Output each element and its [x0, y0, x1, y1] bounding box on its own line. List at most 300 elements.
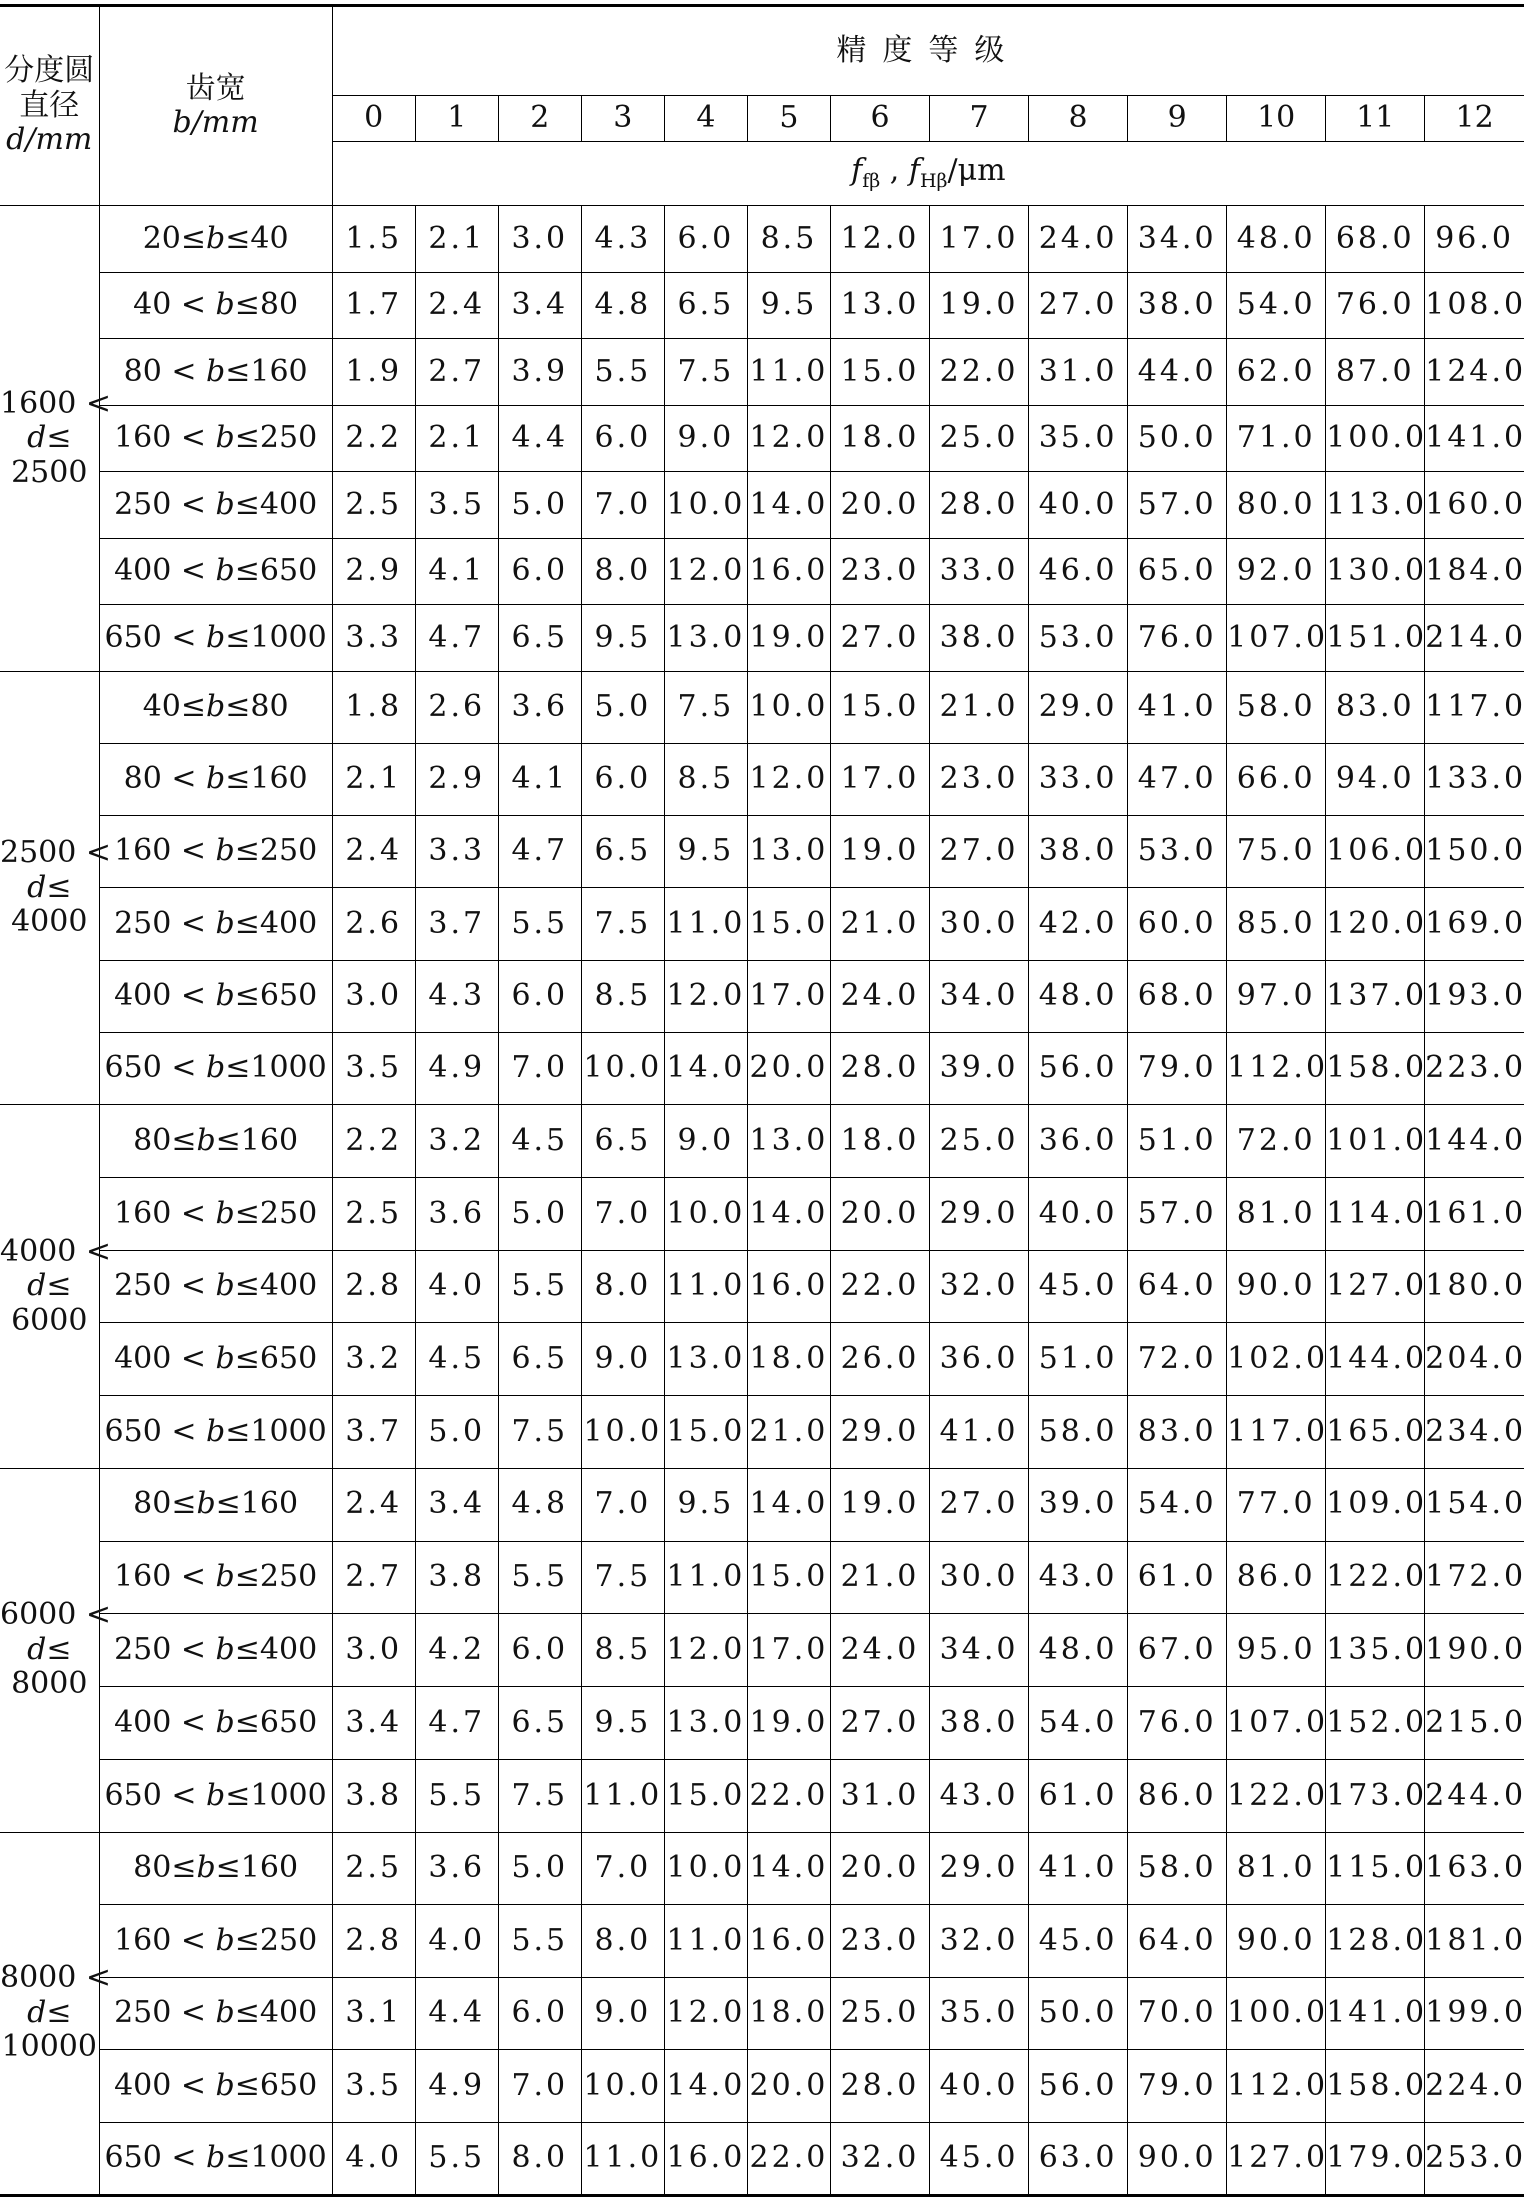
- header-grade-8: 8: [1029, 96, 1128, 142]
- tolerance-value-cell: 53.0: [1029, 605, 1128, 672]
- tolerance-value-cell: 8.5: [581, 1614, 664, 1687]
- header-grade-5: 5: [747, 96, 830, 142]
- table-row: [0, 1032, 1524, 1104]
- tolerance-value-cell: 3.8: [415, 1541, 498, 1614]
- tolerance-value-cell: 4.2: [415, 1614, 498, 1687]
- tolerance-value-cell: 2.6: [415, 671, 498, 743]
- tolerance-value-cell: 39.0: [1029, 1468, 1128, 1541]
- tolerance-value-cell: 21.0: [830, 888, 929, 960]
- tolerance-value-cell: 2.7: [332, 1541, 415, 1614]
- header-row-grade-title: [0, 6, 1524, 96]
- tolerance-value-cell: 7.0: [498, 1032, 581, 1104]
- face-width-range-cell: 650 < b≤1000: [99, 1396, 332, 1469]
- tolerance-value-cell: 13.0: [664, 605, 747, 672]
- tolerance-value-cell: 150.0: [1425, 816, 1524, 888]
- tolerance-value-cell: 22.0: [747, 1759, 830, 1832]
- face-width-range-cell: 250 < b≤400: [99, 1250, 332, 1323]
- tolerance-value-cell: 107.0: [1227, 605, 1326, 672]
- tolerance-value-cell: 30.0: [930, 888, 1029, 960]
- tolerance-value-cell: 25.0: [930, 405, 1029, 472]
- tolerance-value-cell: 2.1: [332, 743, 415, 815]
- tolerance-value-cell: 7.5: [581, 888, 664, 960]
- tolerance-value-cell: 27.0: [830, 1687, 929, 1760]
- table-row: [0, 743, 1524, 815]
- tolerance-value-cell: 14.0: [747, 1177, 830, 1250]
- tolerance-value-cell: 4.5: [498, 1105, 581, 1178]
- face-width-range-cell: 160 < b≤250: [99, 816, 332, 888]
- tolerance-value-cell: 20.0: [747, 1032, 830, 1104]
- diameter-range-line: 6000 <: [0, 1597, 112, 1633]
- tolerance-value-cell: 9.5: [581, 605, 664, 672]
- tolerance-value-cell: 3.3: [332, 605, 415, 672]
- tolerance-value-cell: 130.0: [1326, 538, 1425, 605]
- tolerance-value-cell: 7.5: [581, 1541, 664, 1614]
- tolerance-value-cell: 7.0: [581, 1177, 664, 1250]
- tolerance-value-cell: 6.5: [664, 272, 747, 339]
- tolerance-value-cell: 141.0: [1326, 1977, 1425, 2050]
- tolerance-value-cell: 25.0: [830, 1977, 929, 2050]
- tolerance-value-cell: 180.0: [1425, 1250, 1524, 1323]
- tolerance-value-cell: 72.0: [1227, 1105, 1326, 1178]
- tolerance-value-cell: 102.0: [1227, 1323, 1326, 1396]
- tolerance-value-cell: 17.0: [930, 206, 1029, 273]
- tolerance-value-cell: 19.0: [747, 605, 830, 672]
- tolerance-value-cell: 16.0: [747, 1905, 830, 1978]
- face-width-range-cell: 40≤b≤80: [99, 671, 332, 743]
- tolerance-value-cell: 53.0: [1128, 816, 1227, 888]
- tolerance-value-cell: 43.0: [1029, 1541, 1128, 1614]
- tolerance-value-cell: 4.9: [415, 1032, 498, 1104]
- tolerance-value-cell: 8.0: [581, 1250, 664, 1323]
- tolerance-value-cell: 72.0: [1128, 1323, 1227, 1396]
- tolerance-value-cell: 58.0: [1029, 1396, 1128, 1469]
- face-width-range-cell: 400 < b≤650: [99, 1323, 332, 1396]
- tolerance-value-cell: 6.0: [498, 1614, 581, 1687]
- tolerance-value-cell: 90.0: [1227, 1250, 1326, 1323]
- face-width-range-cell: 400 < b≤650: [99, 960, 332, 1032]
- tolerance-value-cell: 56.0: [1029, 1032, 1128, 1104]
- tolerance-value-cell: 4.8: [498, 1468, 581, 1541]
- tolerance-value-cell: 28.0: [830, 1032, 929, 1104]
- tolerance-value-cell: 27.0: [930, 1468, 1029, 1541]
- table-row: [0, 1323, 1524, 1396]
- table-row: [0, 1832, 1524, 1905]
- tolerance-value-cell: 42.0: [1029, 888, 1128, 960]
- tolerance-value-cell: 32.0: [930, 1250, 1029, 1323]
- tolerance-value-cell: 54.0: [1227, 272, 1326, 339]
- tolerance-value-cell: 234.0: [1425, 1396, 1524, 1469]
- table-row: [0, 1977, 1524, 2050]
- tolerance-value-cell: 51.0: [1029, 1323, 1128, 1396]
- tolerance-value-cell: 26.0: [830, 1323, 929, 1396]
- tolerance-value-cell: 33.0: [1029, 743, 1128, 815]
- tolerance-value-cell: 65.0: [1128, 538, 1227, 605]
- tolerance-value-cell: 30.0: [930, 1541, 1029, 1614]
- tolerance-value-cell: 38.0: [930, 1687, 1029, 1760]
- tolerance-value-cell: 2.5: [332, 1832, 415, 1905]
- tolerance-value-cell: 20.0: [830, 472, 929, 539]
- tolerance-value-cell: 179.0: [1326, 2123, 1425, 2196]
- tolerance-value-cell: 56.0: [1029, 2050, 1128, 2123]
- tolerance-value-cell: 25.0: [930, 1105, 1029, 1178]
- tolerance-value-cell: 15.0: [830, 339, 929, 406]
- tolerance-value-cell: 4.4: [415, 1977, 498, 2050]
- tolerance-value-cell: 144.0: [1326, 1323, 1425, 1396]
- tolerance-value-cell: 8.0: [498, 2123, 581, 2196]
- tolerance-value-cell: 12.0: [830, 206, 929, 273]
- tolerance-value-cell: 8.5: [664, 743, 747, 815]
- tolerance-value-cell: 32.0: [830, 2123, 929, 2196]
- tolerance-value-cell: 2.8: [332, 1905, 415, 1978]
- tolerance-value-cell: 22.0: [830, 1250, 929, 1323]
- tolerance-value-cell: 3.4: [415, 1468, 498, 1541]
- tolerance-value-cell: 172.0: [1425, 1541, 1524, 1614]
- tolerance-value-cell: 95.0: [1227, 1614, 1326, 1687]
- table-row: [0, 605, 1524, 672]
- header-accuracy-grade: 精度等级: [332, 6, 1524, 96]
- face-width-range-cell: 650 < b≤1000: [99, 2123, 332, 2196]
- tolerance-value-cell: 35.0: [1029, 405, 1128, 472]
- tolerance-value-cell: 3.5: [415, 472, 498, 539]
- tolerance-value-cell: 120.0: [1326, 888, 1425, 960]
- tolerance-value-cell: 17.0: [747, 1614, 830, 1687]
- face-width-range-cell: 80 < b≤160: [99, 339, 332, 406]
- header-diameter-line1: 分度圆: [4, 53, 95, 89]
- tolerance-value-cell: 9.5: [581, 1687, 664, 1760]
- tolerance-value-cell: 2.9: [332, 538, 415, 605]
- tolerance-value-cell: 7.5: [498, 1759, 581, 1832]
- diameter-range-cell: [0, 1105, 112, 1468]
- tolerance-value-cell: 4.9: [415, 2050, 498, 2123]
- tolerance-value-cell: 57.0: [1128, 1177, 1227, 1250]
- face-width-range-cell: 250 < b≤400: [99, 472, 332, 539]
- tolerance-value-cell: 11.0: [747, 339, 830, 406]
- header-width: [99, 6, 332, 206]
- face-width-range-cell: 650 < b≤1000: [99, 605, 332, 672]
- tolerance-value-cell: 5.0: [498, 1832, 581, 1905]
- tolerance-value-cell: 14.0: [664, 1032, 747, 1104]
- tolerance-value-cell: 151.0: [1326, 605, 1425, 672]
- tolerance-value-cell: 6.0: [498, 538, 581, 605]
- tolerance-value-cell: 76.0: [1326, 272, 1425, 339]
- header-grade-9: 9: [1128, 96, 1227, 142]
- header-diameter-unit: d/mm: [6, 122, 93, 158]
- tolerance-value-cell: 54.0: [1128, 1468, 1227, 1541]
- tolerance-value-cell: 6.0: [498, 960, 581, 1032]
- tolerance-value-cell: 81.0: [1227, 1177, 1326, 1250]
- face-width-range-cell: 160 < b≤250: [99, 405, 332, 472]
- tolerance-value-cell: 38.0: [930, 605, 1029, 672]
- tolerance-value-cell: 77.0: [1227, 1468, 1326, 1541]
- tolerance-value-cell: 3.4: [332, 1687, 415, 1760]
- table-row: [0, 405, 1524, 472]
- tolerance-value-cell: 133.0: [1425, 743, 1524, 815]
- tolerance-value-cell: 6.5: [498, 1687, 581, 1760]
- tolerance-value-cell: 6.0: [498, 1977, 581, 2050]
- tolerance-value-cell: 4.7: [498, 816, 581, 888]
- tolerance-value-cell: 16.0: [664, 2123, 747, 2196]
- tolerance-value-cell: 23.0: [830, 1905, 929, 1978]
- tolerance-value-cell: 45.0: [1029, 1250, 1128, 1323]
- diameter-range-line: 6000: [11, 1302, 88, 1338]
- diameter-range-line: 10000: [1, 2029, 97, 2065]
- tolerance-value-cell: 33.0: [930, 538, 1029, 605]
- face-width-range-cell: 160 < b≤250: [99, 1177, 332, 1250]
- tolerance-value-cell: 3.2: [332, 1323, 415, 1396]
- tolerance-value-cell: 31.0: [1029, 339, 1128, 406]
- tolerance-value-cell: 137.0: [1326, 960, 1425, 1032]
- tolerance-value-cell: 2.1: [415, 405, 498, 472]
- tolerance-value-cell: 4.7: [415, 605, 498, 672]
- header-width-title: 齿宽: [185, 70, 246, 106]
- tolerance-value-cell: 34.0: [1128, 206, 1227, 273]
- tolerance-value-cell: 92.0: [1227, 538, 1326, 605]
- tolerance-value-cell: 76.0: [1128, 605, 1227, 672]
- tolerance-value-cell: 67.0: [1128, 1614, 1227, 1687]
- tolerance-value-cell: 5.5: [498, 1905, 581, 1978]
- tolerance-value-cell: 3.4: [498, 272, 581, 339]
- header-grade-6: 6: [830, 96, 929, 142]
- tolerance-value-cell: 61.0: [1128, 1541, 1227, 1614]
- diameter-range-line: 4000: [11, 904, 88, 940]
- tolerance-value-cell: 12.0: [664, 1614, 747, 1687]
- tolerance-value-cell: 15.0: [664, 1759, 747, 1832]
- tolerance-value-cell: 11.0: [664, 1250, 747, 1323]
- tolerance-value-cell: 9.0: [581, 1323, 664, 1396]
- tolerance-value-cell: 2.6: [332, 888, 415, 960]
- tolerance-value-cell: 4.0: [415, 1250, 498, 1323]
- tolerance-value-cell: 54.0: [1029, 1687, 1128, 1760]
- header-grade-10: 10: [1227, 96, 1326, 142]
- tolerance-value-cell: 2.2: [332, 405, 415, 472]
- tolerance-value-cell: 115.0: [1326, 1832, 1425, 1905]
- tolerance-value-cell: 11.0: [581, 1759, 664, 1832]
- tolerance-value-cell: 60.0: [1128, 888, 1227, 960]
- tolerance-value-cell: 48.0: [1227, 206, 1326, 273]
- tolerance-value-cell: 7.0: [498, 2050, 581, 2123]
- tolerance-value-cell: 20.0: [830, 1832, 929, 1905]
- tolerance-value-cell: 135.0: [1326, 1614, 1425, 1687]
- tolerance-value-cell: 224.0: [1425, 2050, 1524, 2123]
- tolerance-value-cell: 14.0: [747, 1832, 830, 1905]
- tolerance-value-cell: 23.0: [930, 743, 1029, 815]
- tolerance-value-cell: 1.7: [332, 272, 415, 339]
- tolerance-value-cell: 173.0: [1326, 1759, 1425, 1832]
- tolerance-value-cell: 5.0: [498, 1177, 581, 1250]
- tolerance-value-cell: 9.5: [664, 1468, 747, 1541]
- tolerance-value-cell: 41.0: [1128, 671, 1227, 743]
- tolerance-value-cell: 83.0: [1326, 671, 1425, 743]
- tolerance-value-cell: 141.0: [1425, 405, 1524, 472]
- tolerance-value-cell: 4.8: [581, 272, 664, 339]
- tolerance-value-cell: 108.0: [1425, 272, 1524, 339]
- table-row: [0, 339, 1524, 406]
- tolerance-value-cell: 57.0: [1128, 472, 1227, 539]
- tolerance-value-cell: 64.0: [1128, 1250, 1227, 1323]
- tolerance-value-cell: 9.0: [664, 1105, 747, 1178]
- tolerance-value-cell: 154.0: [1425, 1468, 1524, 1541]
- tolerance-value-cell: 7.0: [581, 472, 664, 539]
- tolerance-value-cell: 193.0: [1425, 960, 1524, 1032]
- tolerance-value-cell: 80.0: [1227, 472, 1326, 539]
- tolerance-value-cell: 35.0: [930, 1977, 1029, 2050]
- tolerance-value-cell: 109.0: [1326, 1468, 1425, 1541]
- diameter-range-line: 2500: [11, 454, 88, 490]
- tolerance-value-cell: 19.0: [747, 1687, 830, 1760]
- tolerance-value-cell: 184.0: [1425, 538, 1524, 605]
- tolerance-value-cell: 2.8: [332, 1250, 415, 1323]
- tolerance-value-cell: 47.0: [1128, 743, 1227, 815]
- tolerance-value-cell: 22.0: [747, 2123, 830, 2196]
- tolerance-value-cell: 3.6: [415, 1832, 498, 1905]
- face-width-range-cell: 160 < b≤250: [99, 1541, 332, 1614]
- table-row: [0, 2050, 1524, 2123]
- tolerance-table: [0, 4, 1527, 2197]
- tolerance-value-cell: 13.0: [747, 816, 830, 888]
- face-width-range-cell: 160 < b≤250: [99, 1905, 332, 1978]
- tolerance-value-cell: 45.0: [1029, 1905, 1128, 1978]
- tolerance-value-cell: 2.1: [415, 206, 498, 273]
- tolerance-value-cell: 3.0: [498, 206, 581, 273]
- tolerance-value-cell: 18.0: [830, 1105, 929, 1178]
- tolerance-value-cell: 50.0: [1029, 1977, 1128, 2050]
- tolerance-value-cell: 40.0: [1029, 1177, 1128, 1250]
- tolerance-value-cell: 18.0: [747, 1977, 830, 2050]
- tolerance-value-cell: 40.0: [930, 2050, 1029, 2123]
- tolerance-value-cell: 64.0: [1128, 1905, 1227, 1978]
- tolerance-value-cell: 127.0: [1227, 2123, 1326, 2196]
- tolerance-value-cell: 152.0: [1326, 1687, 1425, 1760]
- tolerance-value-cell: 86.0: [1128, 1759, 1227, 1832]
- tolerance-value-cell: 4.0: [415, 1905, 498, 1978]
- tolerance-value-cell: 6.0: [581, 405, 664, 472]
- tolerance-value-cell: 106.0: [1326, 816, 1425, 888]
- tolerance-value-cell: 163.0: [1425, 1832, 1524, 1905]
- tolerance-value-cell: 122.0: [1326, 1541, 1425, 1614]
- tolerance-value-cell: 15.0: [747, 888, 830, 960]
- tolerance-value-cell: 28.0: [930, 472, 1029, 539]
- tolerance-value-cell: 5.5: [581, 339, 664, 406]
- diameter-range-line: d≤: [27, 1631, 72, 1667]
- tolerance-value-cell: 5.0: [498, 472, 581, 539]
- tolerance-value-cell: 66.0: [1227, 743, 1326, 815]
- table-row: [0, 2123, 1524, 2196]
- tolerance-value-cell: 19.0: [830, 1468, 929, 1541]
- tolerance-value-cell: 10.0: [747, 671, 830, 743]
- header-grade-0: 0: [332, 96, 415, 142]
- tolerance-value-cell: 11.0: [664, 1541, 747, 1614]
- tolerance-value-cell: 3.3: [415, 816, 498, 888]
- tolerance-value-cell: 41.0: [930, 1396, 1029, 1469]
- tolerance-value-cell: 4.4: [498, 405, 581, 472]
- table-row: [0, 1687, 1524, 1760]
- table-row: [0, 1614, 1524, 1687]
- tolerance-value-cell: 63.0: [1029, 2123, 1128, 2196]
- tolerance-value-cell: 3.7: [332, 1396, 415, 1469]
- tolerance-value-cell: 10.0: [581, 1032, 664, 1104]
- tolerance-value-cell: 6.0: [664, 206, 747, 273]
- tolerance-value-cell: 8.5: [747, 206, 830, 273]
- tolerance-value-cell: 223.0: [1425, 1032, 1524, 1104]
- tolerance-value-cell: 253.0: [1425, 2123, 1524, 2196]
- tolerance-value-cell: 2.5: [332, 472, 415, 539]
- diameter-range-line: d≤: [27, 1994, 72, 2030]
- tolerance-value-cell: 71.0: [1227, 405, 1326, 472]
- tolerance-value-cell: 7.5: [664, 339, 747, 406]
- tolerance-value-cell: 6.5: [581, 1105, 664, 1178]
- tolerance-value-cell: 5.0: [415, 1396, 498, 1469]
- tolerance-value-cell: 15.0: [830, 671, 929, 743]
- tolerance-value-cell: 169.0: [1425, 888, 1524, 960]
- tolerance-value-cell: 4.7: [415, 1687, 498, 1760]
- tolerance-value-cell: 2.7: [415, 339, 498, 406]
- tolerance-value-cell: 3.6: [498, 671, 581, 743]
- diameter-range-line: 1600 <: [0, 385, 112, 421]
- table-row: [0, 1468, 1524, 1541]
- face-width-range-cell: 40 < b≤80: [99, 272, 332, 339]
- table-row: [0, 1105, 1524, 1178]
- header-grade-12: 12: [1425, 96, 1524, 142]
- tolerance-value-cell: 5.5: [415, 2123, 498, 2196]
- tolerance-value-cell: 128.0: [1326, 1905, 1425, 1978]
- tolerance-value-cell: 76.0: [1128, 1687, 1227, 1760]
- diameter-range-line: d≤: [27, 869, 72, 905]
- tolerance-value-cell: 34.0: [930, 960, 1029, 1032]
- tolerance-value-cell: 51.0: [1128, 1105, 1227, 1178]
- tolerance-value-cell: 87.0: [1326, 339, 1425, 406]
- table-row: [0, 671, 1524, 743]
- tolerance-value-cell: 112.0: [1227, 2050, 1326, 2123]
- tolerance-value-cell: 3.5: [332, 1032, 415, 1104]
- tolerance-value-cell: 75.0: [1227, 816, 1326, 888]
- tolerance-value-cell: 190.0: [1425, 1614, 1524, 1687]
- tolerance-value-cell: 29.0: [930, 1832, 1029, 1905]
- tolerance-value-cell: 29.0: [1029, 671, 1128, 743]
- tolerance-value-cell: 107.0: [1227, 1687, 1326, 1760]
- tolerance-value-cell: 161.0: [1425, 1177, 1524, 1250]
- tolerance-value-cell: 6.0: [581, 743, 664, 815]
- tolerance-value-cell: 27.0: [830, 605, 929, 672]
- face-width-range-cell: 650 < b≤1000: [99, 1759, 332, 1832]
- face-width-range-cell: 20≤b≤40: [99, 206, 332, 273]
- tolerance-value-cell: 18.0: [747, 1323, 830, 1396]
- tolerance-value-cell: 8.5: [581, 960, 664, 1032]
- table-row: [0, 960, 1524, 1032]
- tolerance-value-cell: 9.0: [581, 1977, 664, 2050]
- tolerance-value-cell: 165.0: [1326, 1396, 1425, 1469]
- tolerance-value-cell: 48.0: [1029, 1614, 1128, 1687]
- tolerance-value-cell: 24.0: [830, 1614, 929, 1687]
- tolerance-value-cell: 97.0: [1227, 960, 1326, 1032]
- tolerance-value-cell: 244.0: [1425, 1759, 1524, 1832]
- tolerance-value-cell: 2.4: [332, 1468, 415, 1541]
- tolerance-value-cell: 17.0: [747, 960, 830, 1032]
- tolerance-value-cell: 83.0: [1128, 1396, 1227, 1469]
- table-row: [0, 1250, 1524, 1323]
- tolerance-value-cell: 21.0: [747, 1396, 830, 1469]
- tolerance-value-cell: 62.0: [1227, 339, 1326, 406]
- table-row: [0, 1541, 1524, 1614]
- tolerance-value-cell: 144.0: [1425, 1105, 1524, 1178]
- diameter-range-cell: [0, 206, 112, 672]
- tolerance-value-cell: 17.0: [830, 743, 929, 815]
- tolerance-value-cell: 45.0: [930, 2123, 1029, 2196]
- table-row: [0, 1905, 1524, 1978]
- tolerance-value-cell: 79.0: [1128, 1032, 1227, 1104]
- header-diameter: [0, 6, 99, 206]
- tolerance-value-cell: 86.0: [1227, 1541, 1326, 1614]
- tolerance-value-cell: 94.0: [1326, 743, 1425, 815]
